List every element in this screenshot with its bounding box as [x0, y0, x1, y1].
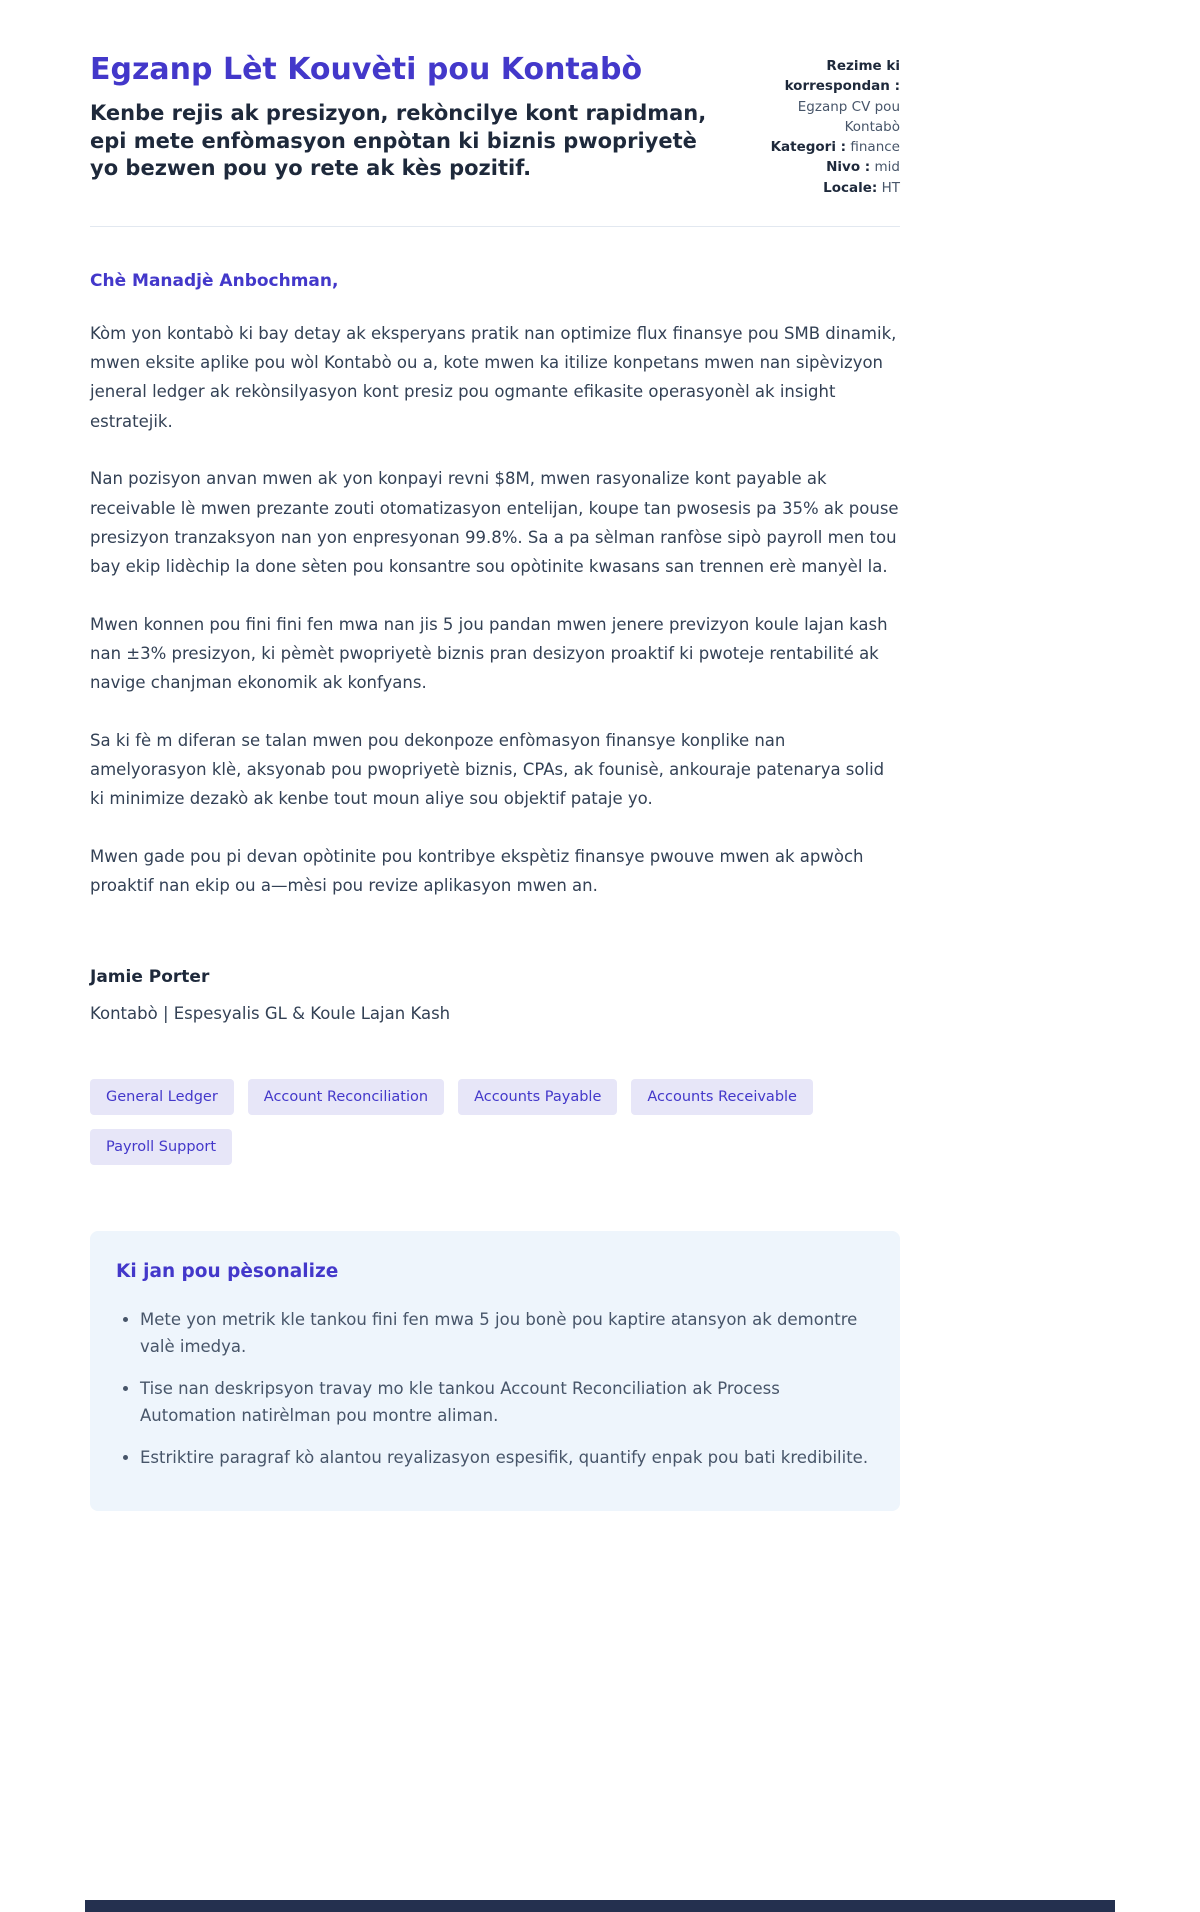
header-divider	[90, 226, 900, 227]
meta-value: finance	[850, 139, 900, 155]
letter-paragraph: Sa ki fè m diferan se talan mwen pou dekonpoze enfòmasyon finansye konplike nan amelyorasyon klè, aksyonab pou pwopriyetè biznis, CPAs, ak founisè, ankouraje patenarya solid ki minimize dezakò ak kenbe tout moun aliye sou objektif pataje yo.	[90, 730, 885, 809]
personalization-tips-box	[90, 1231, 900, 1511]
meta-item-level	[758, 157, 900, 177]
skill-tag: General Ledger	[90, 1079, 234, 1115]
footer-bar	[85, 1900, 1115, 1912]
tips-list	[116, 1306, 870, 1472]
skill-tags	[90, 1079, 900, 1165]
meta-item-resume	[758, 56, 900, 137]
page-title: Egzanp Lèt Kouvèti pou Kontabò	[90, 52, 643, 87]
meta-label: Rezime ki korrespondan :	[784, 58, 900, 95]
letter-page	[90, 0, 900, 1511]
meta-item-category	[758, 137, 900, 157]
letter-paragraph: Mwen konnen pou fini fini fen mwa nan jis 5 jou pandan mwen jenere previzyon koule lajan kash nan ±3% presizyon, ki pèmèt pwopriyetè biznis pran desizyon proaktif ki pwoteje rentabilité ak navige chanjman ekonomik ak konfyans.	[90, 614, 888, 693]
meta-value: HT	[881, 179, 900, 196]
letter-paragraph: Nan pozisyon anvan mwen ak yon konpayi revni $8M, mwen rasyonalize kont payable ak receivable lè mwen prezante zouti otomatizasyon entelijan, koupe tan pwosesis pa 35% ak pouse presizyon tranzaksyon nan yon enpresyonan 99.8%. Sa a pa sèlman ranfòse sipò payroll men tou bay ekip lidèchip la done sèten pou konsantre sou opòtinite kwasans san trennen erè manyèl la.	[90, 469, 899, 577]
tip-item: • Tise nan deskripsyon travay mo kle tankou Account Reconciliation ak Process Automation natirèlman pou montre aliman.	[140, 1375, 870, 1429]
letter-greeting: Chè Manadjè Anbochman,	[90, 270, 339, 291]
tip-item: • Estriktire paragraf kò alantou reyalizasyon espesifik, quantify enpak pou bati kredibilite.	[140, 1444, 870, 1471]
meta-label: Kategori :	[770, 139, 847, 155]
meta-label: Locale:	[823, 179, 878, 196]
meta-panel	[758, 56, 900, 198]
tips-title: Ki jan pou pèsonalize	[116, 1260, 339, 1282]
skill-tag: Accounts Payable	[458, 1079, 617, 1115]
meta-label: Nivo :	[826, 159, 871, 176]
meta-value: Egzanp CV pou Kontabò	[797, 98, 900, 135]
signature-role: Kontabò | Espesyalis GL & Koule Lajan Kash	[90, 1003, 451, 1023]
page-subtitle: Kenbe rejis ak presizyon, rekòncilye kont rapidman, epi mete enfòmasyon enpòtan ki biznis pwopriyetè yo bezwen pou yo rete ak kès pozitif.	[90, 101, 707, 181]
meta-item-locale	[758, 178, 900, 198]
letter-paragraph: Kòm yon kontabò ki bay detay ak eksperyans pratik nan optimize flux finansye pou SMB dinamik, mwen eksite aplike pou wòl Kontabò ou a, kote mwen ka itilize konpetans mwen nan sipèvizyon jeneral ledger ak rekònsilyasyon kont presiz pou ogmante efikasite operasyonèl ak insight estratejik.	[90, 323, 897, 431]
header-title-block	[90, 52, 715, 183]
signature-name: Jamie Porter	[90, 966, 210, 987]
page-header	[90, 52, 900, 198]
skill-tag: Account Reconciliation	[248, 1079, 444, 1115]
tip-item: • Mete yon metrik kle tankou fini fen mwa 5 jou bonè pou kaptire atansyon ak demontre valè imedya.	[140, 1306, 870, 1360]
skill-tag: Accounts Receivable	[631, 1079, 813, 1115]
skill-tag: Payroll Support	[90, 1129, 232, 1165]
letter-paragraph: Mwen gade pou pi devan opòtinite pou kontribye ekspètiz finansye pwouve mwen ak apwòch proaktif nan ekip ou a—mèsi pou revize aplikasyon mwen an.	[90, 846, 864, 896]
meta-value: mid	[874, 159, 900, 176]
